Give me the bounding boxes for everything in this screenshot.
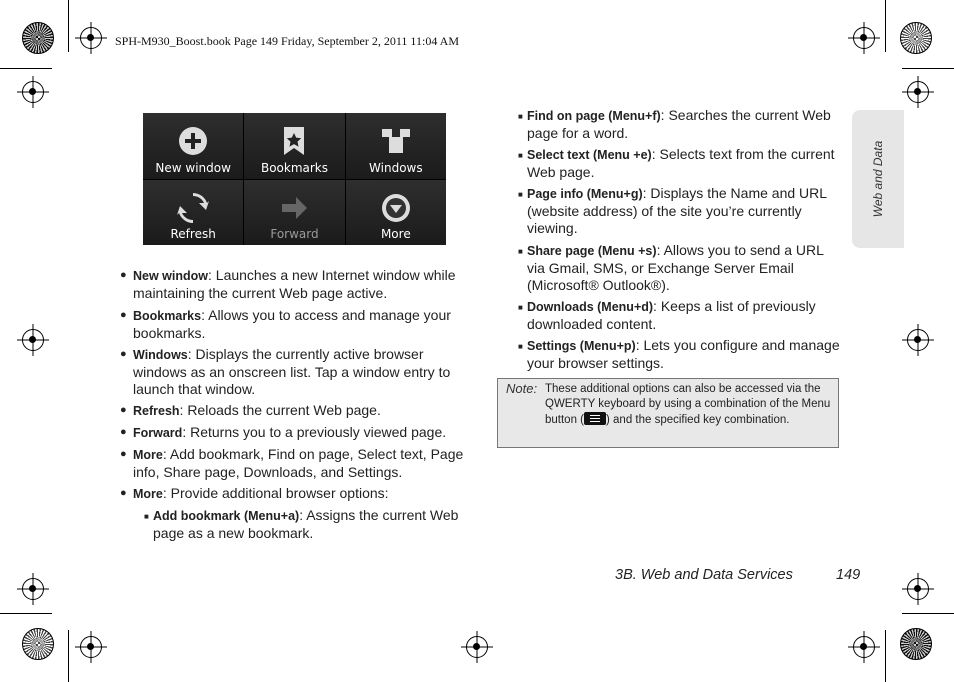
list-item: ● Windows: Displays the currently active browser windows as an onscreen list. Tap a window entry to launch that window.: [120, 346, 451, 397]
windows-icon: [380, 125, 412, 157]
list-item: ● More: Add bookmark, Find on page, Select text, Page info, Share page, Downloads, and Settings.: [120, 446, 464, 480]
page-number: 149: [836, 567, 861, 583]
side-tab-label: Web and Data: [871, 140, 885, 218]
registration-mark-icon: [466, 636, 488, 658]
menu-item-refresh: [143, 180, 243, 246]
bookmark-star-icon: [278, 125, 310, 157]
registration-mark-icon: [853, 27, 875, 49]
list-item: ● Refresh: Reloads the current Web page.: [120, 402, 381, 418]
registration-mark-icon: [80, 636, 102, 658]
sub-list-item: ■ Page info (Menu+g): Displays the Name and URL (website address) of the site you’re currently viewing.: [518, 185, 827, 236]
registration-disc-icon: [900, 22, 932, 54]
section-side-tab: [852, 110, 904, 248]
registration-mark-icon: [80, 27, 102, 49]
sub-list-item: ■ Settings (Menu+p): Lets you configure and manage your browser settings.: [518, 337, 840, 371]
registration-disc-icon: [22, 22, 54, 54]
registration-mark-icon: [22, 81, 44, 103]
note-label: Note:: [506, 381, 538, 396]
list-item: ● Forward: Returns you to a previously viewed page.: [120, 424, 447, 440]
registration-disc-icon: [22, 628, 54, 660]
browser-menu-screenshot: [143, 113, 446, 245]
registration-mark-icon: [907, 329, 929, 351]
menu-item-more: [346, 180, 446, 246]
menu-item-bookmarks: [244, 113, 344, 179]
sub-list-item: ■ Downloads (Menu+d): Keeps a list of previously downloaded content.: [518, 298, 816, 332]
list-item: ● Bookmarks: Allows you to access and manage your bookmarks.: [120, 307, 451, 341]
forward-arrow-icon: [278, 192, 310, 224]
menu-item-label: Bookmarks: [260, 160, 329, 175]
menu-item-label: Forward: [270, 227, 319, 241]
menu-item-forward: [244, 180, 344, 246]
registration-mark-icon: [22, 329, 44, 351]
refresh-icon: [177, 192, 209, 224]
sub-list-item: ■ Select text (Menu +e): Selects text from the current Web page.: [518, 146, 835, 180]
sub-list-item: ■ Find on page (Menu+f): Searches the current Web page for a word.: [518, 107, 831, 141]
note-text: These additional options can also be accessed via the QWERTY keyboard by using a combination of the Menu button ( ) and the specified key combination.: [545, 383, 831, 426]
registration-mark-icon: [907, 578, 929, 600]
note-box: [497, 378, 839, 448]
sub-list-item: ■ Add bookmark (Menu+a): Assigns the current Web page as a new bookmark.: [144, 507, 459, 541]
menu-item-label: New window: [155, 160, 231, 175]
menu-item-windows: [346, 113, 446, 179]
plus-circle-icon: [177, 125, 209, 157]
list-item: ● New window: Launches a new Internet window while maintaining the current Web page active.: [120, 267, 456, 301]
menu-item-label: Refresh: [170, 227, 216, 241]
menu-item-label: More: [380, 227, 411, 241]
registration-disc-icon: [900, 628, 932, 660]
registration-mark-icon: [853, 636, 875, 658]
menu-item-label: Windows: [369, 160, 423, 175]
chevron-down-circle-icon: [380, 192, 412, 224]
list-item: ● More: Provide additional browser options:: [120, 485, 389, 501]
menu-item-new-window: [143, 113, 243, 179]
registration-mark-icon: [907, 81, 929, 103]
menu-key-icon: [584, 412, 606, 425]
registration-mark-icon: [22, 578, 44, 600]
print-header: SPH-M930_Boost.book Page 149 Friday, September 2, 2011 11:04 AM: [115, 34, 459, 48]
footer-section-title: 3B. Web and Data Services: [615, 567, 793, 583]
sub-list-item: ■ Share page (Menu +s): Allows you to send a URL via Gmail, SMS, or Exchange Server Email (Microsoft® Outlook®).: [518, 242, 824, 293]
